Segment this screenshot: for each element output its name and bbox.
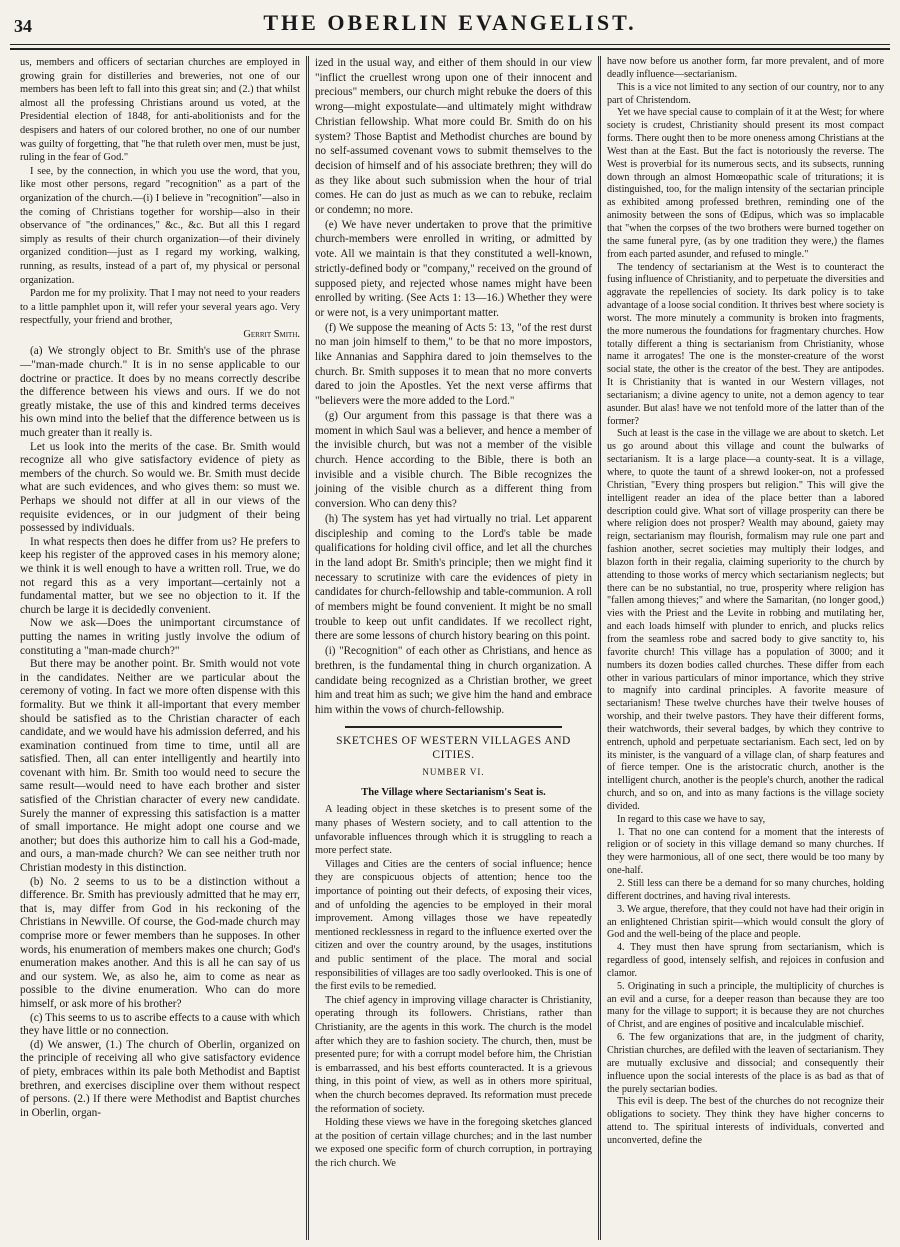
paragraph: The chief agency in improving village character is Christianity, operating through its followers. Christians, rather than Christianity, are the agents in this work. The church is the model after which they are to fashion society. The church, then, must be presented pure; for with a corrupt model before him, the Christian is embarrassed, and his best efforts counteracted. It is a grievous thing, in this point of view, as well as in others more spiritual, when the church becomes depraved. Its reformation must precede the reformation of society. bbox=[315, 994, 592, 1115]
paragraph: I see, by the connection, in which you use the word, that you, like most other persons, regard "recognition" as a part of the organization of the church.—(i) I believe in "recognition"—also in the coming of Christians together for worship—also in their observance of "the ordinances," &c., &c. But all this I regard simply as results of their church organization—of their divinely organized condition—just as I regard my working, walking, running, as results, instead of a part of, my physical or personal organization. bbox=[20, 165, 300, 286]
paragraph: have now before us another form, far more prevalent, and of more deadly influence—sectarianism. bbox=[607, 56, 884, 80]
paragraph: (h) The system has yet had virtually no trial. Let apparent discipleship and coming to the Lord's table be made qualifications for holding civil office, and let all the churches in the land adopt Br. Smith's principle; then we might find it necessary to scrutinize with care the evidences of piety in candidates for church-fellowship and table-communion. A roll of members might be found convenient. It might be no small trouble to keep out unfit candidates. If we recollect right, there are some lessons of church history bearing on this point. bbox=[315, 512, 592, 643]
signature: Gerrit Smith. bbox=[243, 328, 300, 340]
page-header bbox=[0, 0, 900, 52]
paragraph: Let us look into the merits of the case. Br. Smith would recognize all who give satisfactory evidence of piety as members of the church. So would we. Br. Smith must decide what are such evidences, and who gives them: so must we. Perhaps we should not differ at all in our views of the requisite evidences, or in our judgment of their being possessed by individuals. bbox=[20, 440, 300, 535]
paragraph: (a) We strongly object to Br. Smith's use of the phrase—"man-made church." It is in no sense applicable to our doctrine or practice. It does by no means correctly describe the difference between his views and ours. If we do not greatly mistake, the use of this and kindred terms deceives his own mind into the belief that the difference between us is much greater than it really is. bbox=[20, 345, 300, 440]
header-rule-thick bbox=[10, 48, 890, 50]
article-title: The Village where Sectarianism's Seat is. bbox=[361, 786, 546, 798]
paragraph: The tendency of sectarianism at the West is to counteract the fusing influence of Christianity, and to perpetuate the diversities and aggravate the repellencies of society. Its dark policy is to take advantage of a loose social condition. It thrives best where society is worst. The more minutely a community is broken into fragments, the more numerous the foundations for fragmentary churches. How totally different a thing is sectarianism from Christianity, whose name it arrogates! The one is the monster-creature of the worst social state, the other is the creator of the best. They are antipodes. It is Christianity that is wanted in our Western villages, not sectarianism; a divine agency to unite, not a demon agency to tear asunder. But alas! have we not tenfold more of the latter than of the former? bbox=[607, 261, 884, 427]
paragraph: A leading object in these sketches is to present some of the many phases of Western society, and to call attention to the unfavorable influences through which it is struggling to reach a more perfect state. bbox=[315, 804, 592, 857]
section-title: SKETCHES OF WESTERN VILLAGES AND CITIES. bbox=[336, 734, 571, 762]
column-2 bbox=[306, 56, 598, 1240]
paragraph: us, members and officers of sectarian churches are employed in growing grain for distilleries and breweries, not one of our members has been left to fall into this great sin; and (2.) that whilst almost all the professing Christians around us voted, at the Presidential election of 1848, for anti-abolitionists and for the despisers and haters of our colored brother, no one of our number was guilty of forgetting, that "he that ruleth over men, must be just, ruling in the fear of God." bbox=[20, 57, 300, 164]
paragraph: 5. Originating in such a principle, the multiplicity of churches is an evil and a curse, for a deeper reason than because they are too many for the village to support; it is because they are not churches of Christ, and are engines of positive and incalculable mischief. bbox=[607, 980, 884, 1031]
paragraph: 1. That no one can contend for a moment that the interests of religion or of society in this village demand so many churches. If they were harmonious, all of one sect, there would be too many by one-half. bbox=[607, 826, 884, 877]
paragraph: Yet we have special cause to complain of it at the West; for where society is crudest, Christianity should present its most compact forms. There ought then to be more oneness among Christians at the West than at the East. But the fact is notoriously the reverse. The West is proverbial for its numerous sects, and its subsects, running down through an almost Homœopathic scale of triturations; it is distinguished, too, for the malign intensity of the sectarian principle as exhibited among professed brethren, reminding one of the animosity between the sons of Œdipus, which was so implacable that "when the corpses of the two brothers were burned together on the same funeral pyre, (as by one tradition they were,) the flames from each parted asunder, and refused to mingle." bbox=[607, 107, 884, 260]
paragraph: (e) We have never undertaken to prove that the primitive church-members were enrolled in writing, or admitted by vote. All we maintain is that they constituted a well-known, strictly-defined body or "company," received on the ground of supposed piety, and rejected whose names might have been enrolled by writing. (See Acts 1: 13—16.) Whether they were or were not, is a very unimportant matter. bbox=[315, 218, 592, 319]
paragraph: But there may be another point. Br. Smith would not vote in the candidates. Neither are we particular about the ceremony of voting. In fact we more often dispense with this formality. But we think it all-important that every member should be satisfied as to the Christian character of each candidate, and we would have his admission deferred, and his examination continued from time to time, until all are satisfied. Then, all can enter intelligently and heartily into covenant with him. Br. Smith too would need to secure the same result—would need to have each brother and sister satisfied of the Christian character of every new candidate. Surely the manner of expressing this satisfaction is a matter of small importance. He might adopt one course and we another; but does this authorize him to call his a God-made, and ours, a man-made church? We can see neither truth nor Christian modesty in this distinction. bbox=[20, 658, 300, 875]
paragraph: In what respects then does he differ from us? He prefers to keep his register of the approved cases in his memory alone; we think it is well enough to have a written roll. True, we do not regard this as a very important—certainly not a fundamental matter, but we see no objection to it. If the church be large it is decidedly convenient. bbox=[20, 535, 300, 616]
paragraph: Now we ask—Does the unimportant circumstance of putting the names in writing justly involve the odium of constituting a "man-made church?" bbox=[20, 617, 300, 657]
header-rule bbox=[10, 44, 890, 45]
paragraph: (c) This seems to us to ascribe effects to a cause with which they have little or no connection. bbox=[20, 1011, 300, 1038]
column-1 bbox=[14, 56, 306, 1240]
page-number: 34 bbox=[14, 16, 32, 36]
paragraph: In regard to this case we have to say, bbox=[617, 813, 766, 825]
paragraph: 4. They must then have sprung from sectarianism, which is regardless of good, intensely selfish, and rejoices in confusion and clamor. bbox=[607, 942, 884, 979]
paragraph: This evil is deep. The best of the churches do not recognize their obligations to society. They think they have higher concerns to attend to. The spiritual interests of individuals, converted and unconverted, define the bbox=[607, 1096, 884, 1146]
paragraph: Pardon me for my prolixity. That I may not need to your readers to a little pamphlet upon it, will refer your several years ago. Very respectfully, your friend and brother, bbox=[20, 288, 300, 327]
column-3 bbox=[598, 56, 890, 1240]
paragraph: Villages and Cities are the centers of social influence; hence they are conspicuous objects of attention; hence too the importance of pointing out their defects, of exposing their vices, and of unfolding the agencies to be employed in their moral improvement. Among villages those we have repeatedly mentioned recklessness in regard to the influence exerted over the citizen and over the country around, by the usages, institutions and public sentiment of the place. The moral and social responsibilities of villages are too sadly overlooked. This is one of the first evils to be remedied. bbox=[315, 858, 592, 993]
section-number: NUMBER VI. bbox=[422, 767, 485, 778]
paragraph: ized in the usual way, and either of them should in our view "inflict the cruellest wrong upon one of their innocent and precious" members, our church might rebuke the doers of this wrong—might expostulate—and ultimately might withdraw Christian fellowship. What more could Br. Smith do on his system? Those Baptist and Methodist churches are bound by no self-assumed covenant vows to submit themselves to the decision of himself and of his associate brethren; they will do as they like about such submission when the hour of trial comes. He can do just as much as we can to rebuke, reclaim or condemn; no more. bbox=[315, 57, 592, 217]
paragraph: (f) We suppose the meaning of Acts 5: 13, "of the rest durst no man join himself to them," to be that no more impostors, like Annanias and Sapphira dared to join themselves to the church. Br. Smith supposes it to mean that no more converts dared to join the Apostles. Yet the next verse affirms that "believers were the more added to the Lord." bbox=[315, 321, 592, 408]
paragraph: Such at least is the case in the village we are about to sketch. Let us go around about this village and count the bulwarks of sectarianism. It is a large place—a county-seat. It is a village, where, to quote the taunt of a shrewd looker-on, not a professed Christian, "Every thing prospers but religion." This will give the intelligent reader an idea of the place better than a labored description could give. What sort of village prosperity can there be where religion does not prosper? Wealth may abound, gaiety may reign, sectarianism may flourish, formalism may rule one part and fashion another, secret societies may multiply their lodges, and blazon forth in their regalia, claiming superiority to the church by attending to those works of mercy which sectarianism neglects; but there can be no substantial, no true, prosperity where religion has "fallen among thieves;" and where the Samaritan, (no longer good,) vies with the Priest and the Levite in robbing and mutilating her, and each loads himself with plunder to enrich, and plucks relics from the seamless robe and sacred body to give sanctity to, his favorite church! This village has a population of 3000; and it numbers its dozen bodies called churches. These differ from each other in various particulars of minor importance, which they strive to magnify into cardinal principles. A favorite measure of sectarianism! These twelve churches have their twelve houses of worship, and their twelve pastors. They have their different forms, their watchwords, their several badges, by which they contrive to entrench, uphold and perpetuate sectarianism. Each sect, led on by its minister, is the vanguard of a village clan, of sharp features and of fierce temper. One is the aristocratic church, another is the intelligent church, another is the people's church, another the radical church, and so on, and into as many factions is the village society divided. bbox=[607, 428, 884, 812]
paragraph: This is a vice not limited to any section of our country, nor to any part of Christendom. bbox=[607, 81, 884, 106]
paragraph: Holding these views we have in the foregoing sketches glanced at the position of certain village churches; and in the last number we exposed one specific form of church corruption, in portraying the rich church. We bbox=[315, 1117, 592, 1169]
paragraph: 2. Still less can there be a demand for so many churches, holding different doctrines, and having rival interests. bbox=[607, 878, 884, 902]
masthead-title: THE OBERLIN EVANGELIST. bbox=[263, 10, 637, 35]
paragraph: (g) Our argument from this passage is that there was a moment in which Saul was a believer, and hence a member of the invisible church, but was not a member of the visible church. Hence according to the Bible, there is both an invisible and a visible church. The Bible recognizes the joining of the visible church as a different thing from conversion. Who can deny this? bbox=[315, 409, 592, 511]
text-columns bbox=[14, 56, 890, 1240]
paragraph: (b) No. 2 seems to us to be a distinction without a difference. Br. Smith has previously admitted that he may err, that is, may differ from God in his reckoning of the Christians in Newville. Of course, the God-made church may comprise more or fewer members than he supposes. In other words, his enumeration of members makes one church; God's enumeration makes another. And this is all he can say of us and our system. We, as also he, aim to come as near as possible to the divine enumeration. Who can do more himself, or ask more of his brother? bbox=[20, 875, 300, 1010]
section-divider bbox=[345, 726, 562, 728]
paragraph: (d) We answer, (1.) The church of Oberlin, organized on the principle of receiving all who give satisfactory evidence of piety, embraces within its pale both Methodist and Baptist brethren, and exercises discipline over them without respect of persons. (2.) If there were Methodist and Baptist churches in Oberlin, organ- bbox=[20, 1038, 300, 1119]
paragraph: (i) "Recognition" of each other as Christians, and hence as brethren, is the fundamental thing in church organization. A candidate being recognized as a Christian brother, we greet him and treat him as such; we give him the hand and embrace him within the vows of church-fellowship. bbox=[315, 645, 592, 716]
paragraph: 6. The few organizations that are, in the judgment of charity, Christian churches, are defiled with the leaven of sectarianism. They are mutually exclusive and dissocial; and consequently their influence upon the social interests of the place is as bad as that of the purely sectarian bodies. bbox=[607, 1032, 885, 1095]
paragraph: 3. We argue, therefore, that they could not have had their origin in an enlightened Christian spirit—which would consult the glory of God and the well-being of the place and people. bbox=[607, 903, 884, 941]
